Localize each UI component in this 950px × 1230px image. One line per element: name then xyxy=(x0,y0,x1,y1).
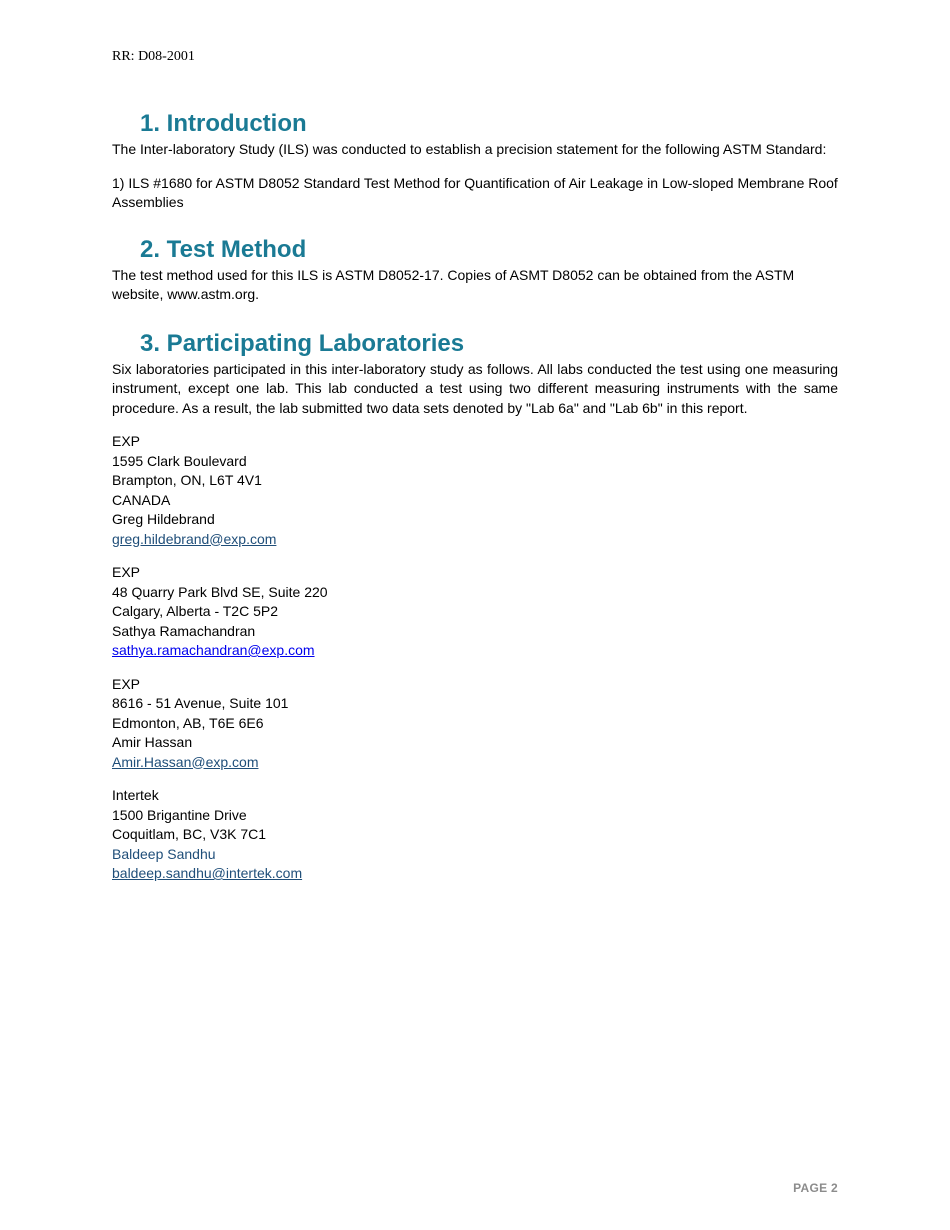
heading-introduction: 1. Introduction xyxy=(140,110,307,137)
lab-email-link[interactable]: sathya.ramachandran@exp.com xyxy=(112,642,315,658)
page-number: PAGE 2 xyxy=(793,1181,838,1195)
introduction-paragraph-2: 1) ILS #1680 for ASTM D8052 Standard Test Method for Quantification of Air Leakage in Low-sloped Membrane Roof Assemblies xyxy=(112,174,838,210)
lab-contact-name: Greg Hildebrand xyxy=(112,511,215,527)
document-body xyxy=(112,108,838,884)
lab-address-line-1: 8616 - 51 Avenue, Suite 101 xyxy=(112,695,289,711)
running-header-report-id: RR: D08-2001 xyxy=(112,49,195,64)
lab-company: EXP xyxy=(112,675,141,692)
test-method-paragraph: The test method used for this ILS is ASTM D8052-17. Copies of ASMT D8052 can be obtained from the ASTM website, www.astm.org. xyxy=(112,266,795,302)
lab-entry-1 xyxy=(112,432,838,549)
lab-email-link[interactable]: baldeep.sandhu@intertek.com xyxy=(112,865,303,881)
lab-entry-3 xyxy=(112,675,838,773)
lab-email-link[interactable]: greg.hildebrand@exp.com xyxy=(112,530,277,547)
lab-address-line-1: 1500 Brigantine Drive xyxy=(112,806,247,823)
lab-contact-name: Baldeep Sandhu xyxy=(112,845,216,862)
lab-company: EXP xyxy=(112,433,141,449)
lab-company: Intertek xyxy=(112,787,159,803)
lab-address-line-2: Coquitlam, BC, V3K 7C1 xyxy=(112,826,267,842)
lab-email-link[interactable]: Amir.Hassan@exp.com xyxy=(112,753,259,770)
lab-address-line-1: 1595 Clark Boulevard xyxy=(112,452,247,469)
lab-address-line-2: Brampton, ON, L6T 4V1 xyxy=(112,472,262,488)
lab-address-line-1: 48 Quarry Park Blvd SE, Suite 220 xyxy=(112,583,328,600)
lab-address-line-2: Edmonton, AB, T6E 6E6 xyxy=(112,714,264,731)
heading-participating-laboratories: 3. Participating Laboratories xyxy=(140,329,465,357)
lab-contact-name: Sathya Ramachandran xyxy=(112,622,256,639)
lab-contact-name: Amir Hassan xyxy=(112,734,193,750)
lab-country: CANADA xyxy=(112,491,171,508)
lab-address-line-2: Calgary, Alberta - T2C 5P2 xyxy=(112,603,279,619)
lab-company: EXP xyxy=(112,564,141,580)
heading-test-method: 2. Test Method xyxy=(140,235,307,263)
introduction-paragraph-1: The Inter-laboratory Study (ILS) was conducted to establish a precision statement for the following ASTM Standard: xyxy=(112,141,827,157)
lab-entry-4 xyxy=(112,786,838,884)
lab-entry-2 xyxy=(112,563,838,661)
participating-labs-paragraph: Six laboratories participated in this inter-laboratory study as follows. All labs conducted the test using one measuring instrument, except one lab. This lab conducted a test using two different measuring instruments with the same procedure. As a result, the lab submitted two data sets denoted by "Lab 6a" and "Lab 6b" in this report. xyxy=(112,360,838,416)
